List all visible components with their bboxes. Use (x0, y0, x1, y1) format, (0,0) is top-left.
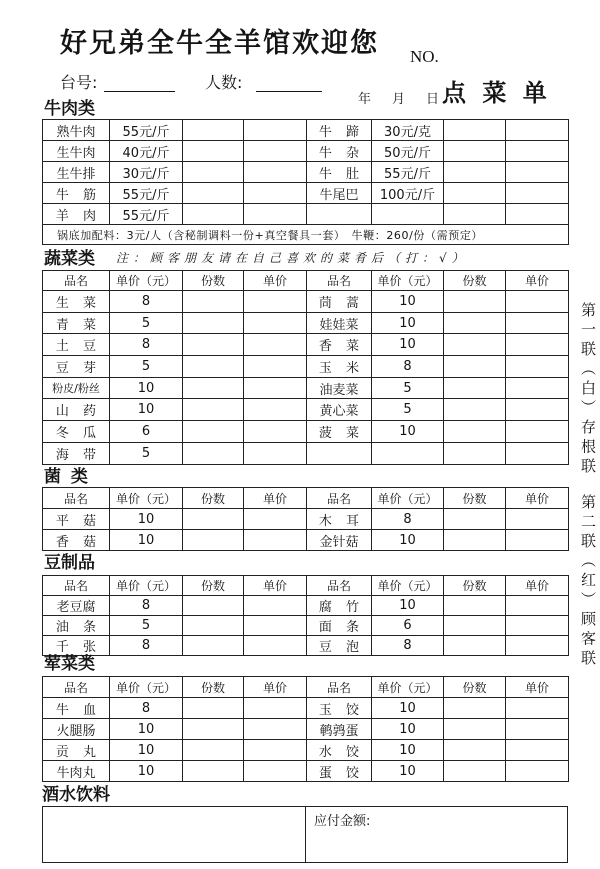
column-header: 品名 (307, 488, 372, 509)
section-title-beef: 牛肉类 (44, 99, 95, 119)
drinks-box (42, 806, 568, 863)
item-name: 牛 杂 (307, 141, 372, 162)
item-name: 黄心菜 (307, 399, 372, 421)
quantity-cell (183, 204, 244, 225)
unit-price-cell (506, 204, 569, 225)
item-name: 香 菜 (307, 334, 372, 356)
item-name: 水 饺 (307, 740, 372, 761)
quantity-cell (183, 421, 244, 443)
footer-row (43, 225, 569, 245)
column-header: 单价 (244, 576, 307, 596)
header-row (43, 576, 569, 596)
extras-note (43, 225, 569, 245)
quantity-cell (444, 141, 506, 162)
unit-price-cell (244, 356, 307, 378)
item-name: 牛尾巴 (307, 183, 372, 204)
column-header: 单价（元） (372, 576, 444, 596)
empty-price-cell (372, 442, 444, 464)
table-row (43, 740, 569, 761)
amount-due-label: 应付金额: (314, 814, 371, 829)
quantity-cell (444, 761, 506, 782)
item-name: 生牛肉 (43, 141, 110, 162)
item-price: 55元/斤 (110, 204, 183, 225)
table-row (43, 183, 569, 204)
table-row (43, 442, 569, 464)
item-name: 牛 蹄 (307, 120, 372, 141)
table-row (43, 509, 569, 530)
quantity-cell (444, 509, 506, 530)
item-price: 10 (372, 530, 444, 551)
unit-price-cell (506, 421, 569, 443)
table-row (43, 334, 569, 356)
quantity-cell (444, 442, 506, 464)
quantity-cell (444, 312, 506, 334)
item-price: 10 (372, 719, 444, 740)
unit-price-cell (506, 377, 569, 399)
item-name: 油 条 (43, 616, 110, 636)
item-name: 生 菜 (43, 291, 110, 313)
item-name: 面 条 (307, 616, 372, 636)
order-number-label: NO. (410, 47, 439, 66)
item-price: 5 (110, 442, 183, 464)
unit-price-cell (244, 698, 307, 719)
quantity-cell (444, 120, 506, 141)
meat-table (42, 676, 569, 782)
item-price: 55元/斤 (110, 183, 183, 204)
item-price: 10 (372, 312, 444, 334)
table-row (43, 291, 569, 313)
column-header: 单价 (506, 576, 569, 596)
unit-price-cell (244, 120, 307, 141)
item-price: 10 (110, 509, 183, 530)
unit-price-cell (506, 291, 569, 313)
column-header: 单价（元） (372, 677, 444, 698)
column-header: 品名 (307, 576, 372, 596)
quantity-cell (444, 616, 506, 636)
item-price: 5 (372, 377, 444, 399)
quantity-cell (183, 740, 244, 761)
unit-price-cell (244, 636, 307, 656)
column-header: 单价 (244, 488, 307, 509)
item-price: 30元/克 (372, 120, 444, 141)
header-row (43, 677, 569, 698)
item-price: 50元/斤 (372, 141, 444, 162)
item-price: 10 (372, 740, 444, 761)
column-header: 品名 (307, 271, 372, 291)
quantity-cell (183, 312, 244, 334)
item-name: 香 菇 (43, 530, 110, 551)
item-name: 豆 芽 (43, 356, 110, 378)
quantity-cell (183, 698, 244, 719)
mushrooms-table (42, 487, 569, 551)
date-day-label: 日 (426, 92, 440, 107)
empty-price-cell (372, 204, 444, 225)
quantity-cell (444, 377, 506, 399)
unit-price-cell (244, 334, 307, 356)
unit-price-cell (244, 162, 307, 183)
column-header: 份数 (444, 488, 506, 509)
table-row (43, 141, 569, 162)
quantity-cell (183, 399, 244, 421)
item-price: 55元/斤 (372, 162, 444, 183)
unit-price-cell (506, 761, 569, 782)
quantity-cell (444, 421, 506, 443)
quantity-cell (183, 162, 244, 183)
quantity-cell (444, 596, 506, 616)
form-title: 点 菜 单 (442, 79, 547, 107)
item-price: 5 (372, 399, 444, 421)
unit-price-cell (244, 719, 307, 740)
section-title-tofu: 豆制品 (44, 553, 95, 573)
item-name: 蛋 饺 (307, 761, 372, 782)
quantity-cell (444, 740, 506, 761)
unit-price-cell (506, 616, 569, 636)
table-row (43, 312, 569, 334)
item-price: 10 (372, 596, 444, 616)
unit-price-cell (244, 421, 307, 443)
item-price: 8 (110, 291, 183, 313)
quantity-cell (183, 509, 244, 530)
table-row (43, 120, 569, 141)
table-row (43, 761, 569, 782)
section-title-meat: 荤菜类 (44, 654, 95, 674)
item-price: 10 (110, 399, 183, 421)
item-name: 熟牛肉 (43, 120, 110, 141)
section-title-mushrooms: 菌 类 (44, 467, 88, 487)
quantity-cell (444, 530, 506, 551)
unit-price-cell (244, 377, 307, 399)
quantity-cell (183, 530, 244, 551)
unit-price-cell (506, 312, 569, 334)
table-row (43, 377, 569, 399)
tofu-table (42, 575, 569, 656)
table-row (43, 162, 569, 183)
copy-one-label: 第一联（白）存根联 (579, 302, 597, 478)
item-price: 8 (110, 596, 183, 616)
item-price: 100元/斤 (372, 183, 444, 204)
quantity-cell (183, 377, 244, 399)
beef-table (42, 119, 569, 245)
unit-price-cell (506, 399, 569, 421)
table-row (43, 636, 569, 656)
unit-price-cell (506, 698, 569, 719)
item-name: 贡 丸 (43, 740, 110, 761)
unit-price-cell (506, 740, 569, 761)
column-header: 品名 (307, 677, 372, 698)
unit-price-cell (244, 740, 307, 761)
item-price: 55元/斤 (110, 120, 183, 141)
quantity-cell (183, 356, 244, 378)
item-price: 6 (110, 421, 183, 443)
table-row (43, 530, 569, 551)
item-name: 腐 竹 (307, 596, 372, 616)
date-month-label: 月 (392, 92, 406, 107)
item-name: 山 药 (43, 399, 110, 421)
table-row (43, 698, 569, 719)
unit-price-cell (244, 141, 307, 162)
pot-base-note: 锅底加配料：3元/人（含秘制调料一份+真空餐具一套） (57, 228, 346, 242)
quantity-cell (444, 399, 506, 421)
unit-price-cell (506, 162, 569, 183)
quantity-cell (444, 719, 506, 740)
table-body (43, 488, 569, 551)
table-row (43, 421, 569, 443)
column-header: 单价 (506, 271, 569, 291)
unit-price-cell (506, 356, 569, 378)
item-name: 牛肉丸 (43, 761, 110, 782)
quantity-cell (183, 183, 244, 204)
item-name: 木 耳 (307, 509, 372, 530)
item-price: 40元/斤 (110, 141, 183, 162)
quantity-cell (444, 204, 506, 225)
quantity-cell (183, 442, 244, 464)
quantity-cell (183, 616, 244, 636)
unit-price-cell (244, 291, 307, 313)
copy-two-label: 第二联（红）顾客联 (579, 494, 597, 670)
item-price: 10 (110, 761, 183, 782)
item-name: 平 菇 (43, 509, 110, 530)
item-name: 羊 肉 (43, 204, 110, 225)
item-name: 娃娃菜 (307, 312, 372, 334)
table-row (43, 616, 569, 636)
people-count-label: 人数: (205, 73, 243, 92)
column-header: 份数 (444, 576, 506, 596)
quantity-cell (444, 698, 506, 719)
unit-price-cell (244, 761, 307, 782)
item-price: 8 (372, 509, 444, 530)
quantity-cell (183, 719, 244, 740)
unit-price-cell (506, 120, 569, 141)
table-body (43, 120, 569, 245)
item-name: 茼 蒿 (307, 291, 372, 313)
unit-price-cell (506, 334, 569, 356)
column-header: 份数 (183, 677, 244, 698)
quantity-cell (183, 291, 244, 313)
item-price: 5 (110, 356, 183, 378)
item-name: 粉皮/粉丝 (43, 377, 110, 399)
vegetables-table (42, 270, 569, 465)
quantity-cell (444, 636, 506, 656)
section-title-drinks: 酒水饮料 (42, 785, 110, 805)
column-header: 单价 (244, 677, 307, 698)
column-header: 单价 (244, 271, 307, 291)
quantity-cell (444, 291, 506, 313)
item-price: 30元/斤 (110, 162, 183, 183)
item-price: 10 (372, 291, 444, 313)
item-name: 菠 菜 (307, 421, 372, 443)
unit-price-cell (506, 509, 569, 530)
table-row (43, 399, 569, 421)
item-name: 玉 米 (307, 356, 372, 378)
item-name: 冬 瓜 (43, 421, 110, 443)
item-price: 8 (110, 636, 183, 656)
unit-price-cell (244, 399, 307, 421)
table-row (43, 596, 569, 616)
empty-name-cell (307, 442, 372, 464)
unit-price-cell (506, 719, 569, 740)
header-row (43, 271, 569, 291)
item-price: 8 (110, 698, 183, 719)
item-price: 10 (110, 530, 183, 551)
item-price: 10 (110, 377, 183, 399)
section-title-vegetables: 蔬菜类 (44, 249, 95, 269)
column-header: 单价（元） (110, 271, 183, 291)
quantity-cell (183, 141, 244, 162)
table-number-label: 台号: (60, 73, 98, 92)
date-year-label: 年 (358, 92, 372, 107)
unit-price-cell (244, 312, 307, 334)
item-name: 老豆腐 (43, 596, 110, 616)
item-name: 生牛排 (43, 162, 110, 183)
item-price: 10 (110, 740, 183, 761)
column-header: 品名 (43, 576, 110, 596)
item-name: 豆 泡 (307, 636, 372, 656)
unit-price-cell (506, 141, 569, 162)
item-name: 牛 肚 (307, 162, 372, 183)
unit-price-cell (244, 183, 307, 204)
item-price: 10 (372, 421, 444, 443)
quantity-cell (183, 636, 244, 656)
quantity-cell (183, 334, 244, 356)
unit-price-cell (506, 596, 569, 616)
item-name: 鹌鹑蛋 (307, 719, 372, 740)
restaurant-title: 好兄弟全牛全羊馆欢迎您 (60, 28, 379, 59)
quantity-cell (183, 120, 244, 141)
table-row (43, 719, 569, 740)
column-header: 单价（元） (372, 488, 444, 509)
unit-price-cell (506, 530, 569, 551)
column-header: 品名 (43, 271, 110, 291)
item-price: 10 (110, 719, 183, 740)
item-price: 10 (372, 761, 444, 782)
item-price: 8 (372, 636, 444, 656)
unit-price-cell (506, 636, 569, 656)
header-row (43, 488, 569, 509)
table-body (43, 271, 569, 465)
unit-price-cell (244, 596, 307, 616)
item-name: 牛 筋 (43, 183, 110, 204)
unit-price-cell (244, 509, 307, 530)
table-row (43, 356, 569, 378)
table-body (43, 576, 569, 656)
quantity-cell (183, 761, 244, 782)
quantity-cell (444, 356, 506, 378)
column-header: 单价（元） (372, 271, 444, 291)
unit-price-cell (244, 530, 307, 551)
table-body (43, 677, 569, 782)
item-name: 金针菇 (307, 530, 372, 551)
column-header: 品名 (43, 488, 110, 509)
item-price: 8 (110, 334, 183, 356)
column-header: 单价（元） (110, 677, 183, 698)
column-header: 单价 (506, 488, 569, 509)
item-price: 5 (110, 616, 183, 636)
unit-price-cell (244, 442, 307, 464)
quantity-cell (444, 162, 506, 183)
unit-price-cell (244, 204, 307, 225)
column-header: 份数 (183, 576, 244, 596)
column-header: 单价（元） (110, 576, 183, 596)
item-name: 火腿肠 (43, 719, 110, 740)
column-header: 品名 (43, 677, 110, 698)
unit-price-cell (244, 616, 307, 636)
item-price: 10 (372, 698, 444, 719)
table-number-line (104, 91, 175, 92)
item-price: 8 (372, 356, 444, 378)
item-name: 海 带 (43, 442, 110, 464)
ox-whip-note: 牛鞭：260/份（需预定） (351, 228, 484, 242)
column-header: 单价 (506, 677, 569, 698)
column-header: 份数 (444, 271, 506, 291)
tick-instruction-note: 注：顾客朋友请在自己喜欢的菜肴后（打：√） (116, 251, 469, 265)
people-count-line (256, 91, 322, 92)
item-name: 玉 饺 (307, 698, 372, 719)
amount-due-area (306, 807, 567, 862)
item-name: 千 张 (43, 636, 110, 656)
empty-name-cell (307, 204, 372, 225)
unit-price-cell (506, 442, 569, 464)
item-price: 5 (110, 312, 183, 334)
column-header: 份数 (183, 488, 244, 509)
column-header: 单价（元） (110, 488, 183, 509)
item-price: 10 (372, 334, 444, 356)
table-row (43, 204, 569, 225)
item-name: 油麦菜 (307, 377, 372, 399)
item-price: 6 (372, 616, 444, 636)
quantity-cell (444, 334, 506, 356)
quantity-cell (444, 183, 506, 204)
unit-price-cell (506, 183, 569, 204)
item-name: 牛 血 (43, 698, 110, 719)
item-name: 青 菜 (43, 312, 110, 334)
quantity-cell (183, 596, 244, 616)
item-name: 土 豆 (43, 334, 110, 356)
drinks-entry-area (43, 807, 306, 862)
column-header: 份数 (444, 677, 506, 698)
column-header: 份数 (183, 271, 244, 291)
